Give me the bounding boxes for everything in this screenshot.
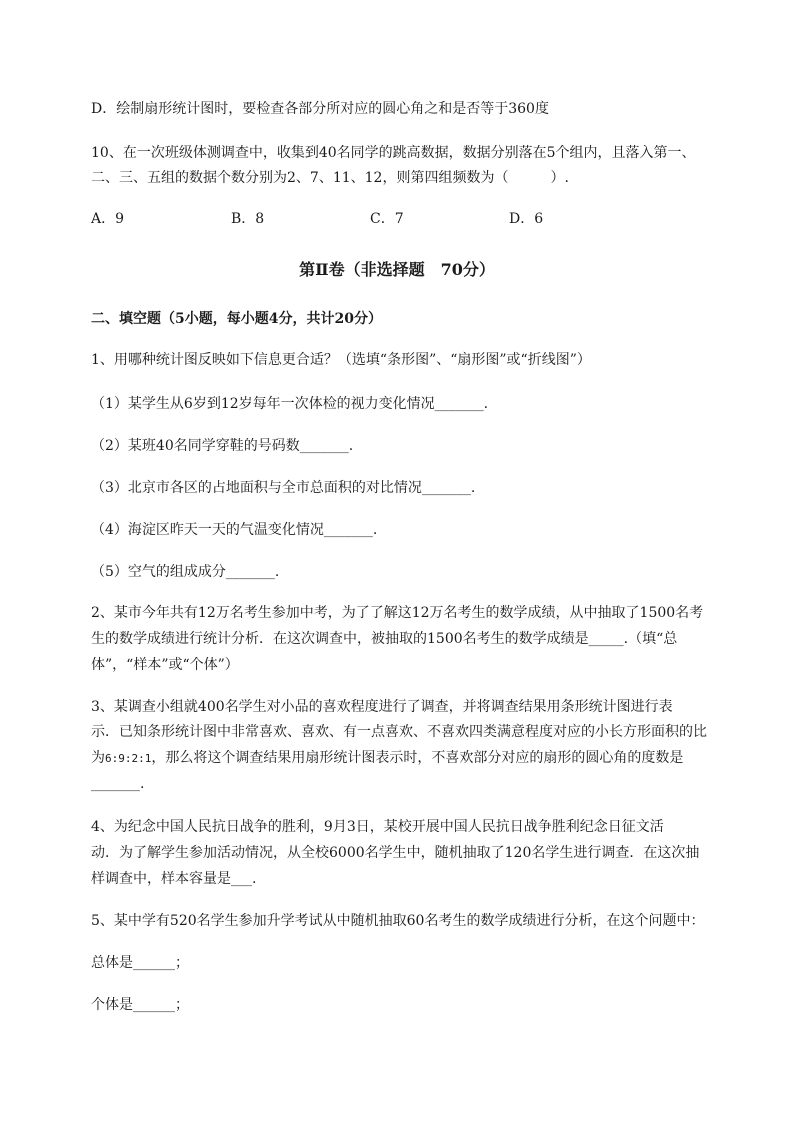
q1-stem: 1、用哪种统计图反映如下信息更合适？（选填“条形图”、“扇形图”或“折线图”） bbox=[91, 352, 591, 368]
q3-line2: 示．已知条形统计图中非常喜欢、喜欢、有一点喜欢、不喜欢四类满意程度对应的小长方形面积的比 bbox=[91, 724, 707, 740]
q3-line3 bbox=[91, 748, 683, 769]
q1-item-2: （2）某班40名同学穿鞋的号码数_______. bbox=[91, 438, 354, 454]
q9-option-d: D．绘制扇形统计图时，要检查各部分所对应的圆心角之和是否等于360度 bbox=[91, 101, 549, 117]
q3-line1: 3、某调查小组就400名学生对小品的喜欢程度进行了调查，并将调查结果用条形统计图进行表 bbox=[91, 699, 673, 715]
q10-option-b: B．8 bbox=[231, 211, 265, 227]
q10-options bbox=[91, 209, 691, 229]
q5-blank-population: 总体是______； bbox=[91, 955, 189, 971]
q10-option-c: C．7 bbox=[370, 211, 404, 227]
q3-line3-prefix: 为 bbox=[91, 750, 105, 766]
q2-line3: 体”，“样本”或“个体”） bbox=[91, 657, 239, 673]
q1-item-1: （1）某学生从6岁到12岁每年一次体检的视力变化情况_______. bbox=[91, 396, 489, 412]
q3-ratio: 6:9:2:1 bbox=[105, 752, 152, 765]
q4-line2: 动．为了解学生参加活动情况，从全校6000名学生中，随机抽取了120名学生进行调查．在这次抽 bbox=[91, 845, 700, 861]
part2-heading: 二、填空题（5小题，每小题4分，共计20分） bbox=[91, 311, 382, 327]
q10-stem-line2: 二、三、五组的数据个数分别为2、7、11、12，则第四组频数为（ ）. bbox=[91, 170, 569, 186]
q4-line3: 样调查中，样本容量是___. bbox=[91, 871, 257, 887]
q5-blank-individual: 个体是______； bbox=[91, 997, 189, 1013]
q3-line3-suffix: ，那么将这个调查结果用扇形统计图表示时，不喜欢部分对应的扇形的圆心角的度数是 bbox=[151, 750, 684, 766]
q10-stem-line1: 10、在一次班级体测调查中，收集到40名同学的跳高数据，数据分别落在5个组内，且落入第一、 bbox=[91, 145, 696, 161]
q4-line1: 4、为纪念中国人民抗日战争的胜利，9月3日，某校开展中国人民抗日战争胜利纪念日征文活 bbox=[91, 819, 664, 835]
q2-line2: 生的数学成绩进行统计分析．在这次调查中，被抽取的1500名考生的数学成绩是_____.（填“总 bbox=[91, 631, 678, 647]
q5-stem: 5、某中学有520名学生参加升学考试从中随机抽取60名考生的数学成绩进行分析，在这个问题中： bbox=[91, 913, 705, 929]
q2-line1: 2、某市今年共有12万名考生参加中考，为了了解这12万名考生的数学成绩，从中抽取了1500名考 bbox=[91, 605, 704, 621]
q10-option-a: A．9 bbox=[91, 211, 125, 227]
q1-item-4: （4）海淀区昨天一天的气温变化情况_______. bbox=[91, 522, 378, 538]
q1-item-5: （5）空气的组成成分_______. bbox=[91, 564, 280, 580]
q3-line4: _______. bbox=[91, 776, 145, 792]
q1-item-3: （3）北京市各区的占地面积与全市总面积的对比情况_______. bbox=[91, 480, 476, 496]
q10-option-d: D．6 bbox=[509, 211, 544, 227]
section-title: 第Ⅱ卷（非选择题 70分） bbox=[299, 260, 495, 279]
